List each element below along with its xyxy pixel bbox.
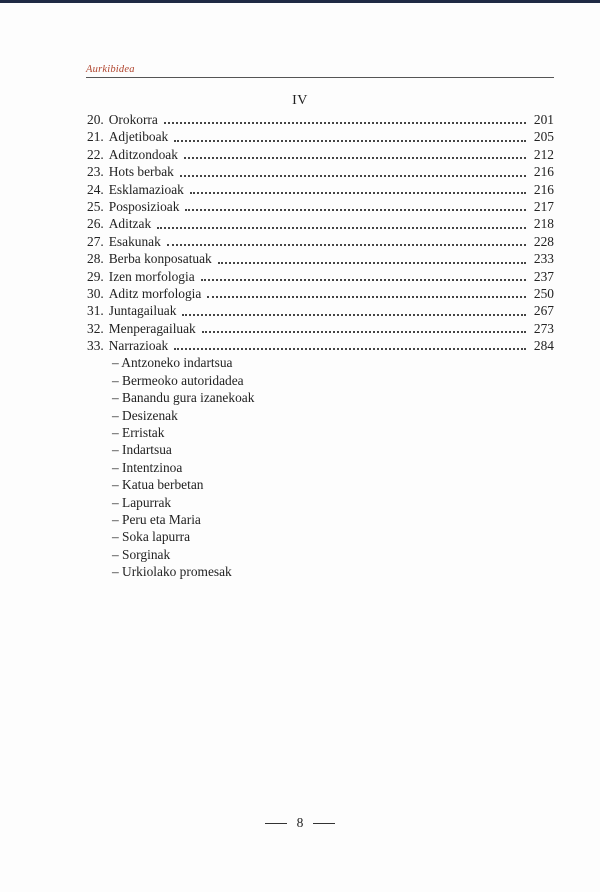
toc-entry-page: 216	[533, 181, 554, 197]
toc-entry-number: 30.	[87, 285, 104, 301]
dot-leader	[207, 295, 526, 298]
dot-leader	[218, 261, 526, 264]
toc-entry-page: 201	[533, 111, 554, 127]
footer-dash-right	[313, 823, 335, 824]
table-of-contents	[87, 111, 554, 581]
toc-entry-number: 25.	[87, 198, 104, 214]
toc-entry-title: Posposizioak	[108, 198, 180, 214]
toc-entry-page: 237	[533, 268, 554, 284]
toc-entry-title: Narrazioak	[108, 338, 169, 354]
dot-leader	[182, 313, 526, 316]
toc-entry-page: 216	[533, 164, 554, 180]
toc-entry-page: 228	[533, 233, 554, 249]
toc-entry	[87, 181, 554, 198]
toc-entry	[87, 285, 554, 302]
toc-subitem: – Peru eta Maria	[112, 511, 201, 527]
toc-entry-number: 31.	[87, 303, 104, 319]
toc-subitem: – Desizenak	[112, 407, 178, 423]
dot-leader	[174, 347, 526, 350]
toc-entry	[87, 198, 554, 215]
toc-entries	[87, 111, 554, 354]
dot-leader	[185, 208, 526, 211]
toc-subitem: – Lapurrak	[112, 494, 172, 510]
toc-entry-title: Esklamazioak	[108, 181, 184, 197]
toc-subitem: – Erristak	[112, 425, 165, 441]
toc-entry	[87, 128, 554, 145]
toc-entry-page: 250	[533, 285, 554, 301]
toc-entry-title: Berba konposatuak	[108, 251, 212, 267]
dot-leader	[184, 156, 526, 159]
dot-leader	[202, 330, 526, 333]
toc-entry-title: Hots berbak	[108, 164, 174, 180]
toc-entry-title: Aditz morfologia	[108, 285, 202, 301]
toc-subitem: – Katua berbetan	[112, 477, 204, 493]
toc-entry-number: 32.	[87, 320, 104, 336]
toc-entry	[87, 302, 554, 319]
toc-entry-title: Aditzondoak	[108, 146, 178, 162]
toc-subitem: – Soka lapurra	[112, 529, 191, 545]
toc-entry	[87, 337, 554, 354]
toc-entry-page: 212	[533, 146, 554, 162]
page-number: 8	[296, 815, 304, 830]
header-rule	[86, 77, 554, 78]
dot-leader	[190, 191, 526, 194]
toc-entry	[87, 111, 554, 128]
toc-entry-title: Aditzak	[108, 216, 152, 232]
toc-entry	[87, 163, 554, 180]
toc-subitem: – Indartsua	[112, 442, 172, 458]
toc-entry-page: 217	[533, 198, 554, 214]
toc-entry-number: 24.	[87, 181, 104, 197]
toc-subitem: – Banandu gura izanekoak	[112, 390, 255, 406]
toc-entry	[87, 250, 554, 267]
toc-subitem: – Urkiolako promesak	[112, 564, 232, 580]
toc-subitem: – Sorginak	[112, 546, 171, 562]
dot-leader	[157, 226, 526, 229]
toc-entry-number: 27.	[87, 233, 104, 249]
toc-entry-number: 21.	[87, 129, 104, 145]
toc-entry	[87, 320, 554, 337]
toc-entry-number: 22.	[87, 146, 104, 162]
toc-subitem: – Bermeoko autoridadea	[112, 372, 244, 388]
toc-entry	[87, 215, 554, 232]
dot-leader	[174, 139, 526, 142]
page-top-edge	[0, 0, 600, 3]
toc-entry-page: 267	[533, 303, 554, 319]
toc-entry	[87, 268, 554, 285]
toc-entry-number: 33.	[87, 338, 104, 354]
running-head: Aurkibidea	[86, 64, 135, 75]
dot-leader	[164, 121, 526, 124]
toc-entry-title: Orokorra	[108, 111, 158, 127]
toc-entry-title: Izen morfologia	[108, 268, 195, 284]
toc-entry	[87, 233, 554, 250]
toc-entry-number: 26.	[87, 216, 104, 232]
toc-entry-title: Menperagailuak	[108, 320, 196, 336]
toc-entry-number: 20.	[87, 111, 104, 127]
footer-dash-left	[265, 823, 287, 824]
toc-entry-title: Adjetiboak	[108, 129, 169, 145]
toc-entry-title: Juntagailuak	[108, 303, 177, 319]
toc-entry-page: 233	[533, 251, 554, 267]
toc-entry-number: 29.	[87, 268, 104, 284]
toc-entry-page: 273	[533, 320, 554, 336]
toc-subitem: – Intentzinoa	[112, 459, 183, 475]
toc-subitem: – Antzoneko indartsua	[112, 355, 233, 371]
toc-entry-page: 284	[533, 338, 554, 354]
page-footer	[0, 815, 600, 831]
dot-leader	[201, 278, 526, 281]
toc-subitems	[112, 354, 554, 580]
dot-leader	[167, 243, 526, 246]
toc-entry	[87, 146, 554, 163]
dot-leader	[180, 174, 526, 177]
toc-entry-page: 205	[533, 129, 554, 145]
toc-entry-number: 28.	[87, 251, 104, 267]
toc-entry-number: 23.	[87, 164, 104, 180]
section-numeral: IV	[292, 93, 308, 108]
toc-entry-title: Esakunak	[108, 233, 161, 249]
toc-entry-page: 218	[533, 216, 554, 232]
